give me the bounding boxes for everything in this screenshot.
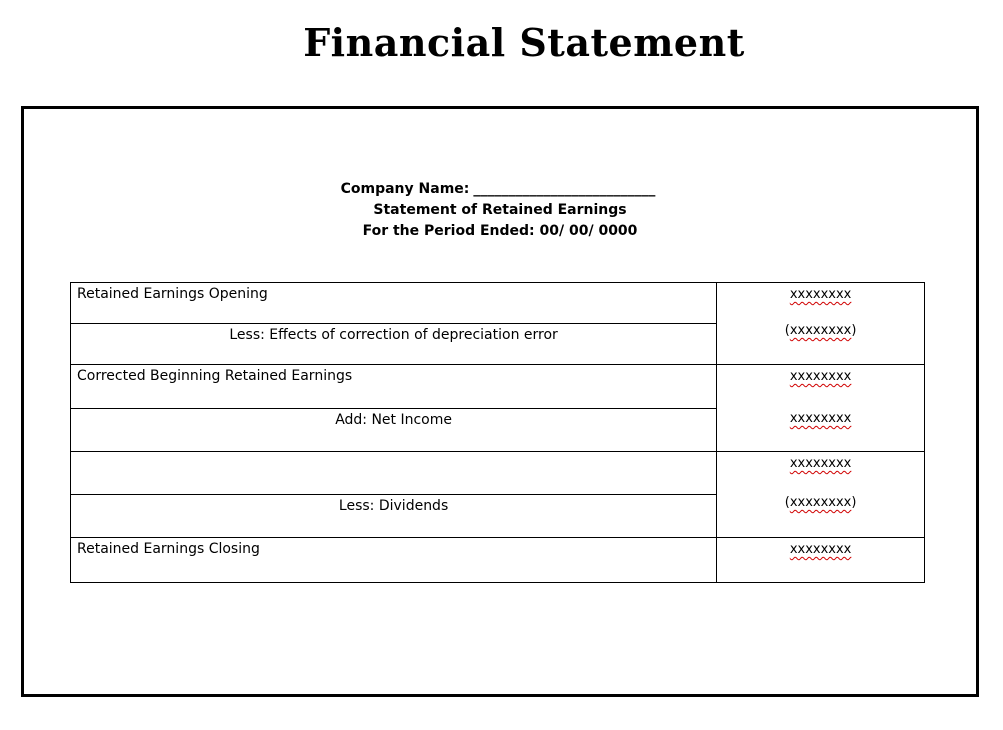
amount-value: xxxxxxxx	[789, 542, 852, 557]
row-label-cell	[71, 324, 717, 365]
row-label: Corrected Beginning Retained Earnings	[77, 368, 353, 384]
amount-cell	[717, 283, 925, 365]
row-label-cell	[71, 283, 717, 324]
amount-value: (xxxxxxxx)	[784, 323, 857, 338]
row-label-cell	[71, 495, 717, 538]
amount-value: (xxxxxxxx)	[784, 495, 857, 510]
row-label: Less: Effects of correction of depreciation error	[229, 327, 558, 343]
amount-cell	[717, 365, 925, 452]
row-label-cell	[71, 409, 717, 452]
row-label: Less: Dividends	[338, 498, 449, 514]
table-row	[71, 538, 925, 583]
row-label-cell	[71, 538, 717, 583]
row-label-cell	[71, 365, 717, 409]
row-label	[71, 452, 716, 454]
period-line: For the Period Ended: 00/ 00/ 0000	[362, 223, 638, 239]
table-row	[71, 283, 925, 324]
company-name-label: Company Name:	[340, 181, 470, 197]
retained-earnings-table	[70, 282, 925, 583]
page-title: Financial Statement	[303, 20, 745, 65]
amount-value: xxxxxxxx	[789, 287, 852, 302]
amount-cell	[717, 538, 925, 583]
amount-value: xxxxxxxx	[789, 411, 852, 426]
row-label-cell	[71, 452, 717, 495]
table-row	[71, 452, 925, 495]
table-row	[71, 365, 925, 409]
statement-frame	[21, 106, 979, 697]
row-label: Retained Earnings Opening	[77, 286, 268, 302]
company-name-line	[22, 179, 974, 200]
row-label: Retained Earnings Closing	[77, 541, 260, 557]
amount-value: xxxxxxxx	[789, 456, 852, 471]
company-name-blank: __________________________	[473, 181, 656, 197]
row-label: Add: Net Income	[335, 412, 452, 428]
statement-title: Statement of Retained Earnings	[373, 202, 627, 218]
amount-cell	[717, 452, 925, 538]
amount-value: xxxxxxxx	[789, 369, 852, 384]
